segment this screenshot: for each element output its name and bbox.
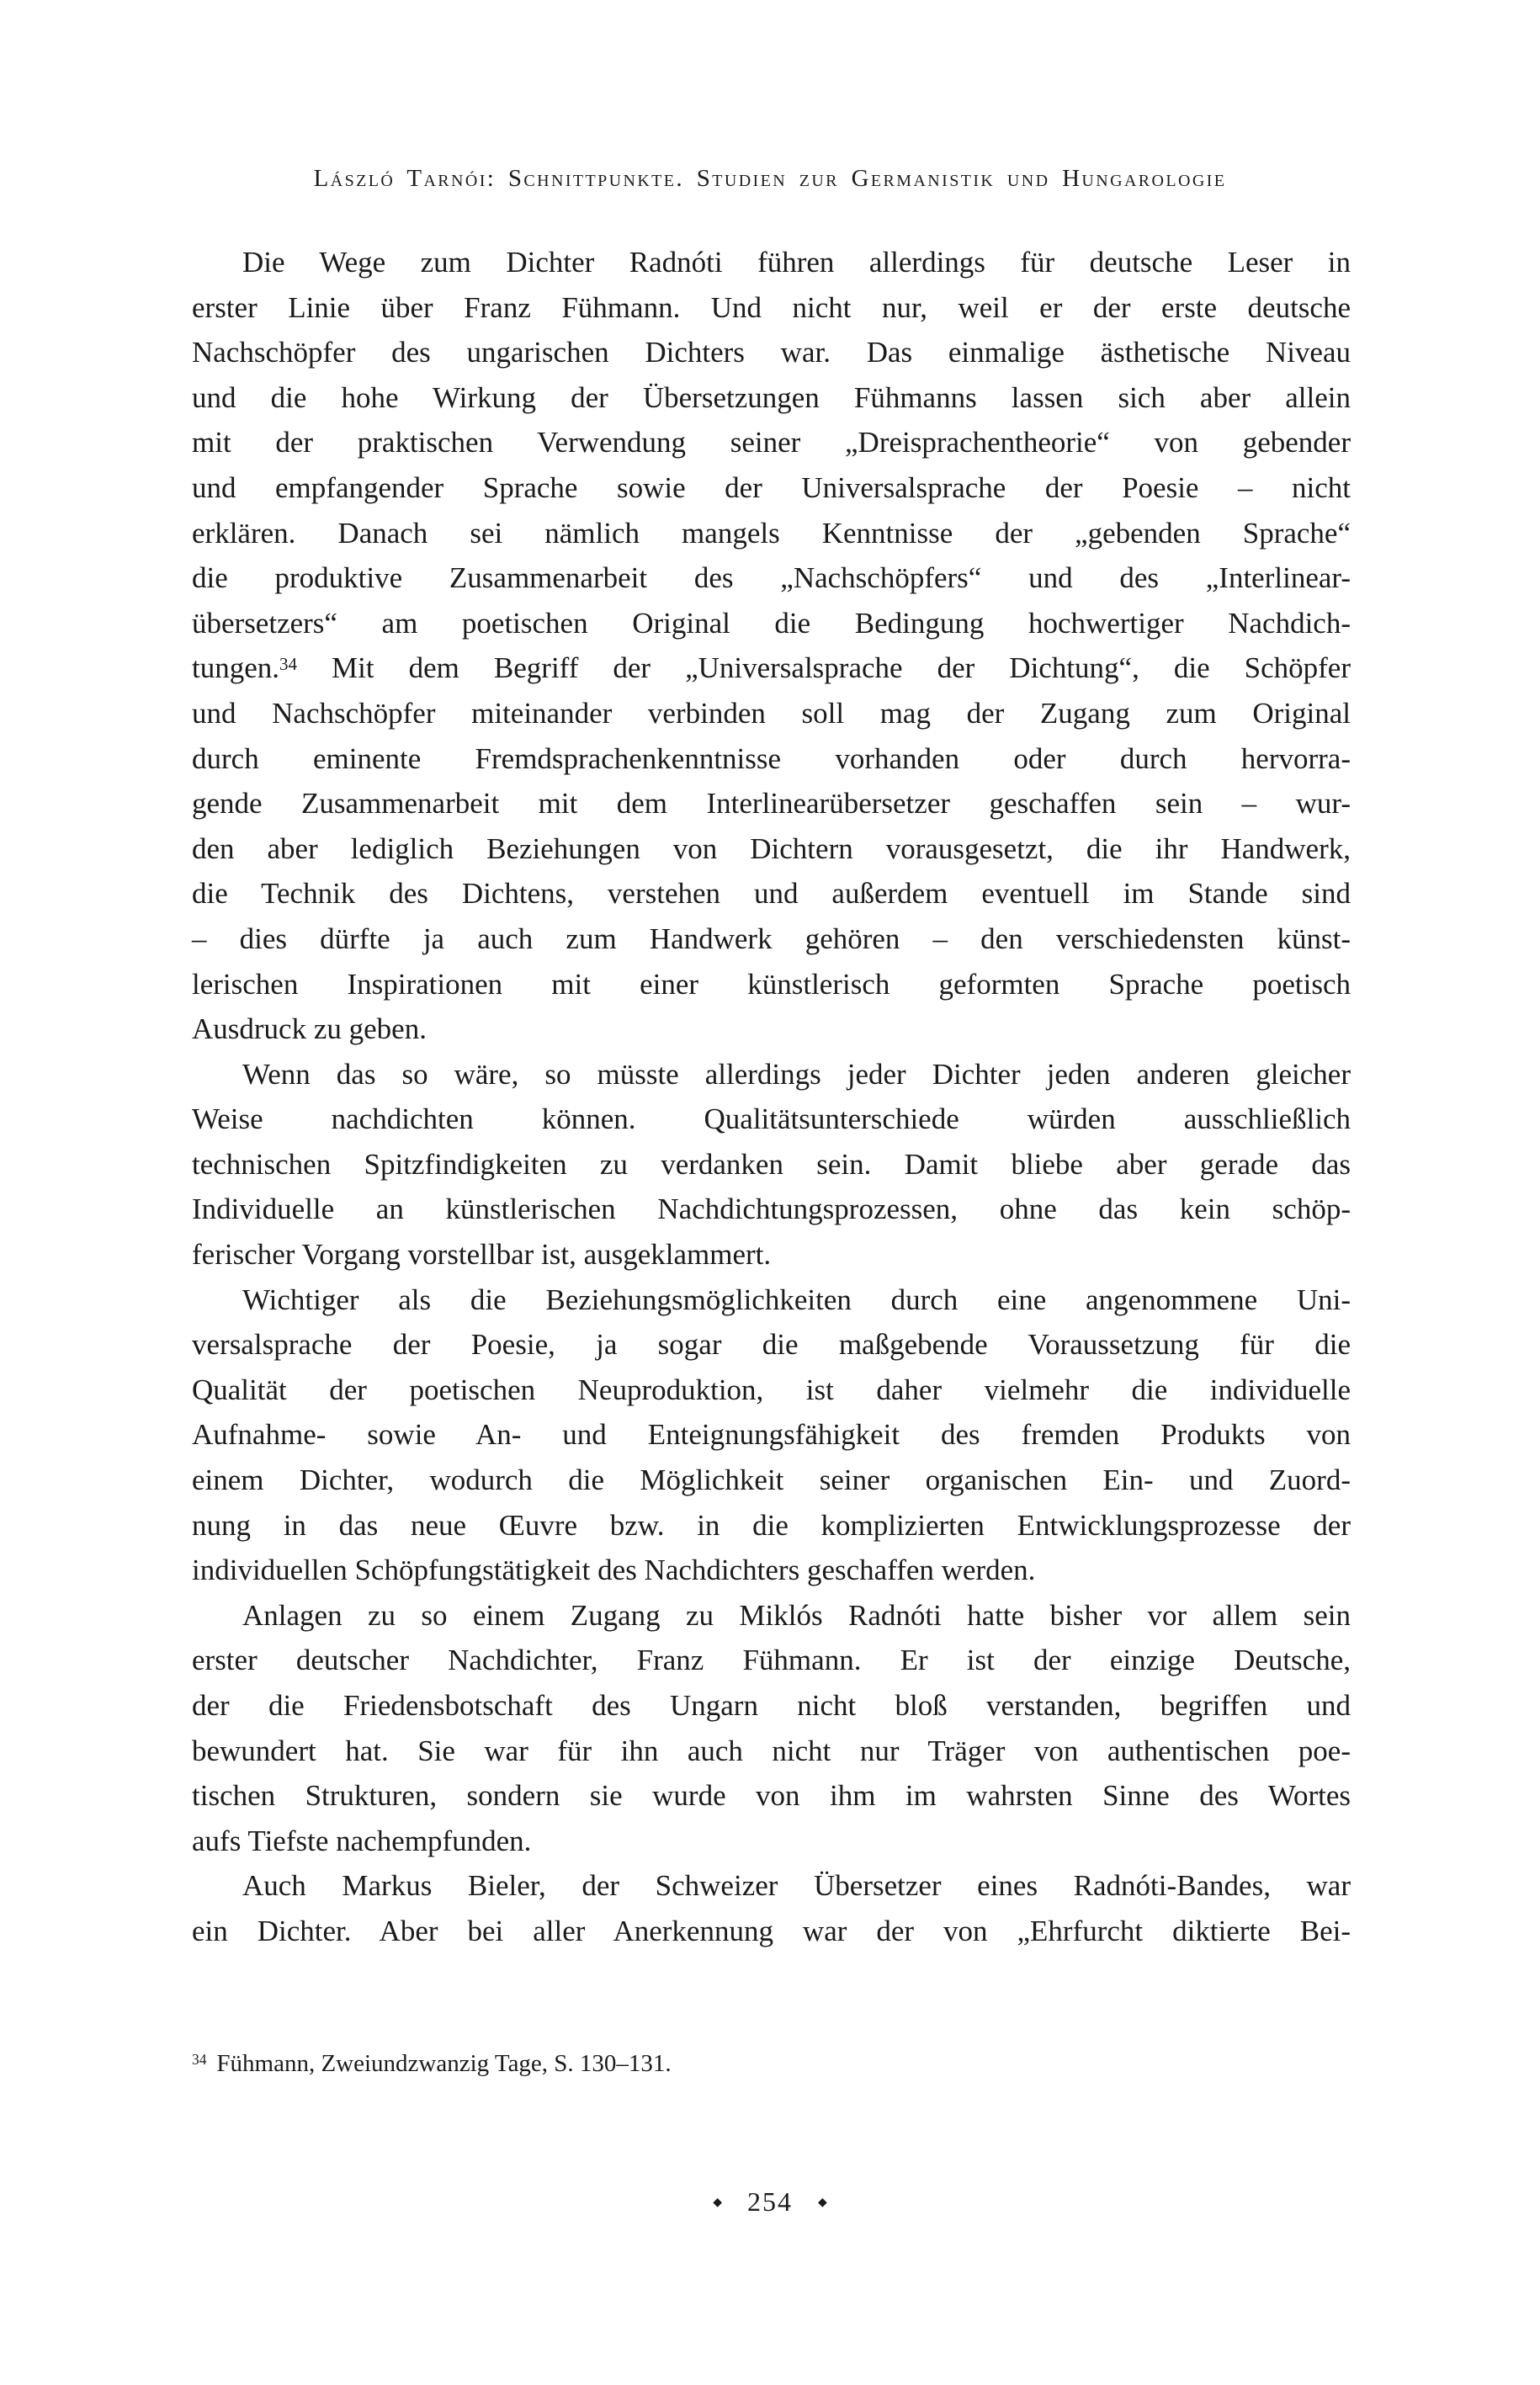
footnote-text: Fühmann, Zweiundzwanzig Tage, S. 130–131. [216, 2050, 672, 2077]
footnote-ref: 34 [279, 653, 298, 674]
page-number: 254 [747, 2186, 793, 2217]
text-line: Ausdruck zu geben. [192, 1012, 427, 1046]
text-line: den aber lediglich Beziehungen von Dichtern vorausgesetzt, die ihr Handwerk, [192, 831, 1351, 865]
text-line: ferischer Vorgang vorstellbar ist, ausgeklammert. [192, 1238, 772, 1272]
text-line: aufs Tiefste nachempfunden. [192, 1824, 532, 1857]
text-line: Wichtiger als die Beziehungsmöglichkeiten durch eine angenommene Uni- [242, 1283, 1351, 1316]
diamond-bullet-icon: ◆ [818, 2196, 827, 2209]
diamond-bullet-icon: ◆ [713, 2196, 722, 2209]
text-line: ein Dichter. Aber bei aller Anerkennung war der von „Ehrfurcht diktierte Bei- [192, 1914, 1351, 1947]
text-line: technischen Spitzfindigkeiten zu verdanken sein. Damit bliebe aber gerade das [192, 1147, 1351, 1181]
text-line: Nachschöpfer des ungarischen Dichters war. Das einmalige ästhetische Niveau [192, 336, 1351, 369]
text-line: Aufnahme- sowie An- und Enteignungsfähigkeit des fremden Produkts von [192, 1418, 1351, 1452]
paragraph [192, 240, 1351, 1052]
text-line: mit der praktischen Verwendung seiner „Dreisprachentheorie“ von gebender [192, 426, 1351, 459]
text-line: und Nachschöpfer miteinander verbinden soll mag der Zugang zum Original [192, 696, 1351, 730]
text-line: übersetzers“ am poetischen Original die Bedingung hochwertiger Nachdich- [192, 606, 1351, 640]
footnote-marker: 34 [192, 2051, 207, 2069]
text-line: nung in das neue Œuvre bzw. in die komplizierten Entwicklungsprozesse der [192, 1508, 1351, 1542]
text-line: gende Zusammenarbeit mit dem Interlinearübersetzer geschaffen sein – wur- [192, 787, 1351, 821]
text-line: Weise nachdichten können. Qualitätsunterschiede würden ausschließlich [192, 1102, 1351, 1136]
text-line: lerischen Inspirationen mit einer künstlerisch geformten Sprache poetisch [192, 967, 1351, 1001]
text-line: Qualität der poetischen Neuproduktion, ist daher vielmehr die individuelle [192, 1373, 1351, 1406]
paragraph [192, 1593, 1351, 1864]
text-line: Anlagen zu so einem Zugang zu Miklós Radnóti hatte bisher vor allem sein [242, 1598, 1351, 1632]
text-line: durch eminente Fremdsprachenkenntnisse vorhanden oder durch hervorra- [192, 741, 1351, 775]
text-line: Die Wege zum Dichter Radnóti führen allerdings für deutsche Leser in [242, 246, 1351, 279]
text-line: bewundert hat. Sie war für ihn auch nicht nur Träger von authentischen poe- [192, 1734, 1351, 1767]
body-text [192, 240, 1351, 1954]
text-line: Auch Markus Bieler, der Schweizer Übersetzer eines Radnóti-Bandes, war [242, 1869, 1351, 1903]
text-line: die produktive Zusammenarbeit des „Nachschöpfers“ und des „Interlinear- [192, 561, 1351, 595]
text-line: und empfangender Sprache sowie der Universalsprache der Poesie – nicht [192, 470, 1351, 504]
text-line: individuellen Schöpfungstätigkeit des Nachdichters geschaffen werden. [192, 1554, 1036, 1587]
text-line: – dies dürfte ja auch zum Handwerk gehören – den verschiedensten künst- [192, 922, 1351, 955]
text-line: Individuelle an künstlerischen Nachdichtungsprozessen, ohne das kein schöp- [192, 1192, 1351, 1226]
text-line: einem Dichter, wodurch die Möglichkeit seiner organischen Ein- und Zuord- [192, 1463, 1351, 1497]
text-line: der die Friedensbotschaft des Ungarn nicht bloß verstanden, begriffen und [192, 1689, 1351, 1722]
text-line: erklären. Danach sei nämlich mangels Kenntnisse der „gebenden Sprache“ [192, 516, 1351, 550]
text-line: tischen Strukturen, sondern sie wurde von ihm im wahrsten Sinne des Wortes [192, 1779, 1351, 1813]
footnote [192, 2047, 1351, 2080]
paragraph [192, 1863, 1351, 1953]
text-line: und die hohe Wirkung der Übersetzungen Fühmanns lassen sich aber allein [192, 380, 1351, 414]
text-line: Wenn das so wäre, so müsste allerdings jeder Dichter jeden anderen gleicher [242, 1057, 1351, 1091]
running-head: László Tarnói: Schnittpunkte. Studien zur Germanistik und Hungarologie [313, 165, 1227, 192]
paragraph [192, 1277, 1351, 1593]
text-line: die Technik des Dichtens, verstehen und außerdem eventuell im Stande sind [192, 877, 1351, 911]
paragraph [192, 1052, 1351, 1277]
text-line: tungen.$^{34}$ Mit dem Begriff der „Universalsprache der Dichtung“, die Schöpfer [192, 651, 1351, 685]
text-line: erster Linie über Franz Fühmann. Und nicht nur, weil er der erste deutsche [192, 290, 1351, 324]
page-footer [0, 2186, 1540, 2218]
text-line: versalsprache der Poesie, ja sogar die maßgebende Voraussetzung für die [192, 1328, 1351, 1362]
text-line: erster deutscher Nachdichter, Franz Fühmann. Er ist der einzige Deutsche, [192, 1644, 1351, 1677]
